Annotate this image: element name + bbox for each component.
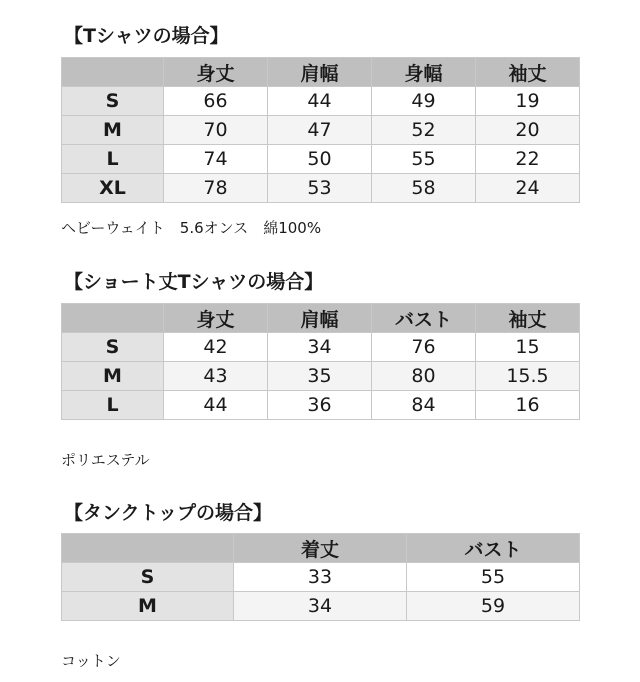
table-cell: 50 [268, 145, 372, 174]
tshirt-size-table [61, 57, 580, 203]
tshirt-material-note: ヘビーウェイト 5.6オンス 綿100% [61, 219, 322, 237]
table-cell: 70 [164, 116, 268, 145]
size-label: M [62, 362, 164, 391]
table-cell: 55 [372, 145, 476, 174]
table-cell: 44 [268, 87, 372, 116]
table-cell: 33 [234, 563, 407, 592]
size-label: S [62, 563, 234, 592]
table-row [62, 592, 580, 621]
header-cell [62, 534, 234, 563]
header-cell: 身丈 [164, 58, 268, 87]
table-cell: 59 [407, 592, 580, 621]
table-cell: 36 [268, 391, 372, 420]
header-cell: 肩幅 [268, 304, 372, 333]
size-label: M [62, 116, 164, 145]
table-row [62, 563, 580, 592]
table-cell: 53 [268, 174, 372, 203]
table-cell: 16 [476, 391, 580, 420]
header-cell [62, 58, 164, 87]
size-label: S [62, 333, 164, 362]
table-cell: 80 [372, 362, 476, 391]
size-label: M [62, 592, 234, 621]
table-cell: 42 [164, 333, 268, 362]
short-tshirt-size-table [61, 303, 580, 420]
tanktop-section-title: 【タンクトップの場合】 [64, 502, 273, 524]
table-cell: 74 [164, 145, 268, 174]
tshirt-section-title: 【Tシャツの場合】 [64, 25, 229, 47]
header-cell: 肩幅 [268, 58, 372, 87]
table-cell: 49 [372, 87, 476, 116]
header-cell: 身丈 [164, 304, 268, 333]
table-row [62, 87, 580, 116]
header-cell: 袖丈 [476, 58, 580, 87]
table-cell: 20 [476, 116, 580, 145]
short-tshirt-section-title: 【ショート丈Tシャツの場合】 [64, 271, 324, 293]
header-cell: 袖丈 [476, 304, 580, 333]
table-row [62, 362, 580, 391]
table-header-row [62, 304, 580, 333]
table-cell: 35 [268, 362, 372, 391]
table-cell: 55 [407, 563, 580, 592]
table-cell: 47 [268, 116, 372, 145]
table-cell: 58 [372, 174, 476, 203]
header-cell [62, 304, 164, 333]
header-cell: 身幅 [372, 58, 476, 87]
table-cell: 76 [372, 333, 476, 362]
size-label: L [62, 391, 164, 420]
table-cell: 43 [164, 362, 268, 391]
table-row [62, 116, 580, 145]
short-tshirt-material-note: ポリエステル [61, 451, 150, 469]
table-cell: 24 [476, 174, 580, 203]
size-label: L [62, 145, 164, 174]
table-cell: 84 [372, 391, 476, 420]
header-cell: バスト [372, 304, 476, 333]
table-cell: 15.5 [476, 362, 580, 391]
table-cell: 22 [476, 145, 580, 174]
table-header-row [62, 534, 580, 563]
table-cell: 15 [476, 333, 580, 362]
size-label: S [62, 87, 164, 116]
table-cell: 78 [164, 174, 268, 203]
table-cell: 19 [476, 87, 580, 116]
table-row [62, 145, 580, 174]
table-row [62, 174, 580, 203]
table-header-row [62, 58, 580, 87]
header-cell: 着丈 [234, 534, 407, 563]
table-row [62, 333, 580, 362]
size-label: XL [62, 174, 164, 203]
table-cell: 34 [234, 592, 407, 621]
tanktop-material-note: コットン [61, 652, 121, 670]
table-cell: 52 [372, 116, 476, 145]
table-cell: 66 [164, 87, 268, 116]
tanktop-size-table [61, 533, 580, 621]
table-row [62, 391, 580, 420]
table-cell: 44 [164, 391, 268, 420]
header-cell: バスト [407, 534, 580, 563]
table-cell: 34 [268, 333, 372, 362]
